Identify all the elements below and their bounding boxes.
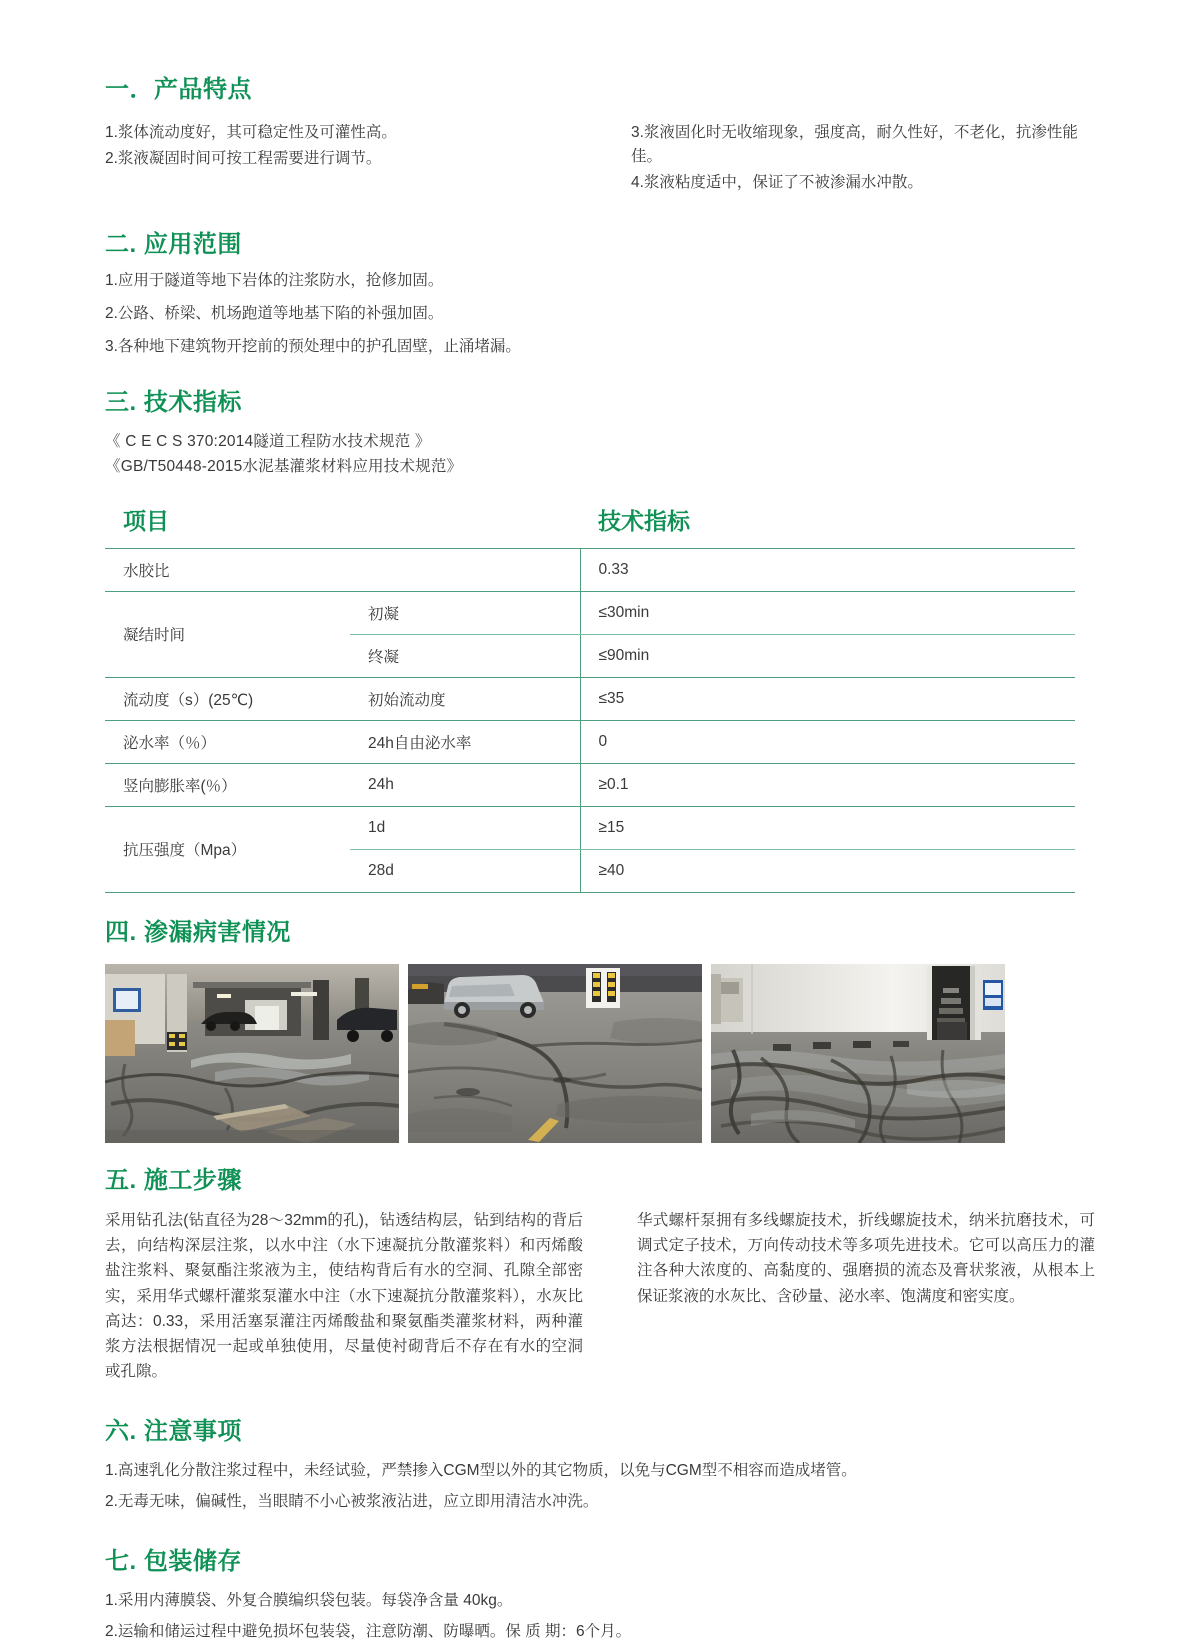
- cell-subitem: 28d: [350, 849, 580, 892]
- packaging-item: 2.运输和储运过程中避免损坏包装袋，注意防潮、防曝晒。保 质 期：6个月。: [105, 1623, 632, 1641]
- table-row: [105, 677, 1075, 720]
- garage-flood-illustration: [105, 964, 399, 1143]
- table-row: [105, 591, 1075, 634]
- standard-reference: 《GB/T50448-2015水泥基灌浆材料应用技术规范》: [105, 457, 463, 475]
- photo-underground-garage-flooded: [105, 964, 399, 1143]
- cell-item: 凝结时间: [105, 591, 350, 677]
- wet-basement-illustration: [711, 964, 1005, 1143]
- precaution-item: 1.高速乳化分散注浆过程中，未经试验，严禁掺入CGM型以外的其它物质，以免与CGM型不相容而造成堵管。: [105, 1462, 857, 1480]
- section-construction-steps: [105, 1143, 1095, 1384]
- cell-value: 0.33: [580, 548, 1075, 591]
- steps-columns: [105, 1208, 1095, 1384]
- cracked-floor-illustration: [408, 964, 702, 1143]
- precautions-list: [105, 1459, 1095, 1514]
- steps-right-column: [609, 1208, 1095, 1384]
- column-header-item: 项目: [105, 501, 580, 549]
- section-precautions: [105, 1384, 1095, 1514]
- cell-subitem: 1d: [350, 806, 580, 849]
- table-header-row: [105, 501, 1075, 549]
- precaution-item: 2.无毒无味，偏碱性，当眼睛不小心被浆液沾进，应立即用清洁水冲洗。: [105, 1493, 599, 1511]
- section-leakage-damage: [105, 893, 1095, 1143]
- table-row: [105, 548, 1075, 591]
- cell-item: 泌水率（％）: [105, 720, 350, 763]
- section-product-features: [105, 0, 1095, 195]
- cell-item: 抗压强度（Mpa）: [105, 806, 350, 892]
- table-row: [105, 763, 1075, 806]
- steps-paragraph-left: 采用钻孔法(钻直径为28～32mm的孔)，钻透结构层，钻到结构的背后去，向结构深层注浆，以水中注（水下速凝抗分散灌浆料）和丙烯酸盐注浆料、聚氨酯注浆液为主，使结构背后有水的空洞、孔隙全部密实，采用华式螺杆灌浆泵灌水中注（水下速凝抗分散灌浆料），水灰比高达：0.33，采用活塞泵灌注丙烯酸盐和聚氨酯类灌浆材料，两种灌浆方法根据情况一起或单独使用，尽量使衬砌背后不存在有水的空洞或孔隙。: [105, 1212, 583, 1380]
- feature-item: 1.浆体流动度好，其可稳定性及可灌性高。: [105, 124, 397, 142]
- technical-spec-table: [105, 501, 1075, 893]
- section-heading-technical: 三. 技术指标: [105, 389, 242, 417]
- cell-value: ≥40: [580, 849, 1075, 892]
- features-left-column: [105, 119, 605, 195]
- cell-value: ≤90min: [580, 634, 1075, 677]
- section-heading-precautions: 六. 注意事项: [105, 1418, 242, 1446]
- section-heading-steps: 五. 施工步骤: [105, 1167, 242, 1195]
- feature-item: 4.浆液粘度适中，保证了不被渗漏水冲散。: [631, 174, 923, 192]
- features-right-column: [631, 119, 1095, 195]
- cell-value: ≤30min: [580, 591, 1075, 634]
- section-heading-leakage: 四. 渗漏病害情况: [105, 918, 291, 946]
- table-head: [105, 501, 1075, 549]
- features-columns: [105, 119, 1095, 195]
- section-application-scope: [105, 195, 1095, 359]
- standards-list: [105, 429, 1095, 479]
- section-heading-application: 二. 应用范围: [105, 231, 242, 259]
- standard-reference: 《 C E C S 370:2014隧道工程防水技术规范 》: [105, 432, 431, 450]
- cell-value: ≥0.1: [580, 763, 1075, 806]
- cell-subitem: 24h: [350, 763, 580, 806]
- application-list: [105, 269, 1095, 359]
- cell-item: 竖向膨胀率(％）: [105, 763, 350, 806]
- application-item: 1.应用于隧道等地下岩体的注浆防水，抢修加固。: [105, 272, 444, 290]
- cell-subitem: 终凝: [350, 634, 580, 677]
- cell-subitem: 初始流动度: [350, 677, 580, 720]
- steps-left-column: [105, 1208, 583, 1384]
- cell-subitem: [350, 548, 580, 591]
- cell-value: ≥15: [580, 806, 1075, 849]
- cell-item: 流动度（s）(25℃): [105, 677, 350, 720]
- table-row: [105, 806, 1075, 849]
- table-row: [105, 720, 1075, 763]
- section-technical-specs: [105, 359, 1095, 892]
- section-packaging-storage: [105, 1514, 1095, 1644]
- steps-paragraph-right: 华式螺杆泵拥有多线螺旋技术，折线螺旋技术，纳米抗磨技术，可调式定子技术，万向传动技术等多项先进技术。它可以高压力的灌注各种大浓度的、高黏度的、强磨损的流态及膏状浆液，从根本上保证浆液的水灰比、含砂量、泌水率、饱满度和密实度。: [637, 1212, 1095, 1305]
- photo-cracked-floor-with-van: [408, 964, 702, 1143]
- table-body: [105, 548, 1075, 892]
- column-header-value: 技术指标: [580, 501, 1075, 549]
- feature-item: 3.浆液固化时无收缩现象，强度高，耐久性好，不老化，抗渗性能佳。: [631, 124, 1078, 166]
- leakage-photo-row: [105, 964, 1095, 1143]
- photo-wet-basement-stairwell: [711, 964, 1005, 1143]
- cell-value: ≤35: [580, 677, 1075, 720]
- cell-subitem: 初凝: [350, 591, 580, 634]
- feature-item: 2.浆液凝固时间可按工程需要进行调节。: [105, 150, 382, 168]
- packaging-item: 1.采用内薄膜袋、外复合膜编织袋包装。每袋净含量 40kg。: [105, 1592, 513, 1610]
- application-item: 3.各种地下建筑物开挖前的预处理中的护孔固壁，止涌堵漏。: [105, 338, 521, 356]
- application-item: 2.公路、桥梁、机场跑道等地基下陷的补强加固。: [105, 305, 444, 323]
- cell-subitem: 24h自由泌水率: [350, 720, 580, 763]
- packaging-list: [105, 1589, 1095, 1644]
- cell-value: 0: [580, 720, 1075, 763]
- section-heading-packaging: 七. 包装储存: [105, 1548, 242, 1576]
- cell-item: 水胶比: [105, 548, 350, 591]
- section-heading-features: 一．产品特点: [105, 76, 252, 103]
